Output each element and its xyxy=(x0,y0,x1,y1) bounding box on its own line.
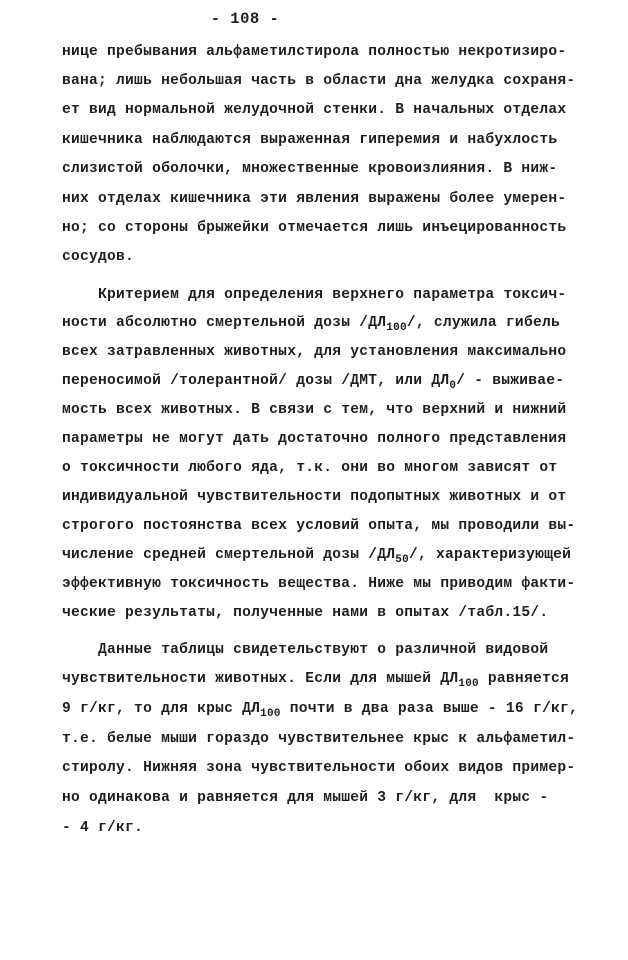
text-line: строгого постоянства всех условий опыта, мы проводили вы- xyxy=(62,518,576,534)
text-line: т.е. белые мыши гораздо чувствительнее крыс к альфаметил- xyxy=(62,731,576,747)
text-line: нице пребывания альфаметилстирола полностью некротизиро- xyxy=(62,44,567,60)
text-line: параметры не могут дать достаточно полного представления xyxy=(62,431,567,447)
subscript: 100 xyxy=(260,708,281,720)
text-line: но; со стороны брыжейки отмечается лишь инъецированность xyxy=(62,220,567,236)
text-line: Критерием для определения верхнего параметра токсич- xyxy=(62,287,567,303)
text-line: стиролу. Нижняя зона чувствительности обоих видов пример- xyxy=(62,760,576,776)
text-line: ческие результаты, полученные нами в опытах /табл.15/. xyxy=(62,605,549,621)
text-line: чувствительности животных. Если для мышей $ДЛ_{100}$ равняется xyxy=(62,671,569,690)
text-line: них отделах кишечника эти явления выражены более умерен- xyxy=(62,191,567,207)
text-line: мость всех животных. В связи с тем, что верхний и нижний xyxy=(62,402,567,418)
text-line: о токсичности любого яда, т.к. они во многом зависят от xyxy=(62,460,558,476)
page-number: - 108 - xyxy=(210,10,280,28)
text-line: 9 г/кг, то для крыс $ДЛ_{100}$ почти в два раза выше - 16 г/кг, xyxy=(62,701,578,720)
text-line: сосудов. xyxy=(62,249,135,265)
text-line: индивидуальной чувствительности подопытных животных и от xyxy=(62,489,567,505)
text-line: эффективную токсичность вещества. Ниже мы приводим факти- xyxy=(62,576,576,592)
subscript: 0 xyxy=(449,380,457,392)
text-line: но одинакова и равняется для мышей 3 г/кг, для крыс - xyxy=(62,790,549,806)
text-line: кишечника наблюдаются выраженная гиперемия и набухлость xyxy=(62,132,558,148)
text-line: ет вид нормальной желудочной стенки. В начальных отделах xyxy=(62,102,567,118)
subscript: 50 xyxy=(395,554,409,566)
text-line: - 4 г/кг. xyxy=(62,820,144,836)
text-line: числение средней смертельной дозы $/ДЛ_{50}/$, характеризующей xyxy=(62,547,572,566)
text-line: всех затравленных животных, для установления максимально xyxy=(62,344,567,360)
text-line: вана; лишь небольшая часть в области дна желудка сохраня- xyxy=(62,73,576,89)
text-line: Данные таблицы свидетельствуют о различной видовой xyxy=(62,642,549,658)
subscript: 100 xyxy=(386,322,407,334)
subscript: 100 xyxy=(458,678,479,690)
text-line: слизистой оболочки, множественные кровоизлияния. В ниж- xyxy=(62,161,558,177)
text-line: ности абсолютно смертельной дозы $/ДЛ_{100}/$, служила гибель xyxy=(62,315,560,334)
text-line: переносимой /толерантной/ дозы /ДМТ, или $ДЛ_0/$ - выживае- xyxy=(62,373,565,392)
